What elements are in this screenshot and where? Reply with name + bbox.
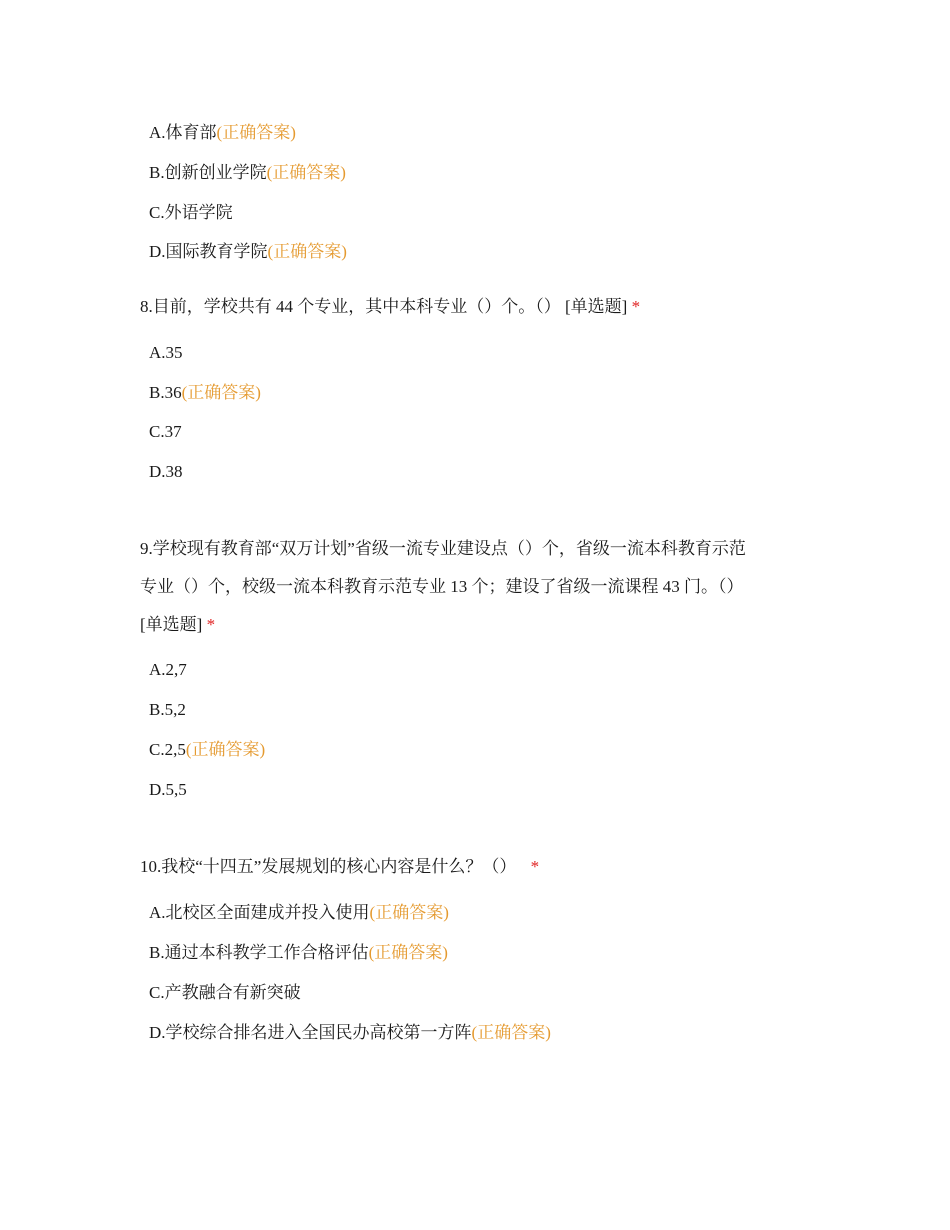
question-8-title (140, 296, 640, 318)
option-label: A.2,7 (149, 660, 187, 679)
option-label: B.5,2 (149, 700, 186, 719)
question-text: 9.学校现有教育部“双万计划”省级一流专业建设点（）个，省级一流本科教育示范 (140, 539, 746, 558)
option-label: C.2,5 (149, 740, 186, 759)
correct-answer-mark: (正确答案) (471, 1023, 551, 1042)
q10-option-c[interactable] (149, 982, 301, 1004)
q10-option-d[interactable] (149, 1022, 551, 1044)
question-text: 10.我校“十四五”发展规划的核心内容是什么？（） (140, 857, 517, 876)
option-label: A.体育部 (149, 123, 217, 142)
required-star: * (631, 297, 641, 316)
option-label: A.35 (149, 343, 183, 362)
option-label: C.37 (149, 422, 182, 441)
option-label: B.创新创业学院 (149, 163, 267, 182)
correct-answer-mark: (正确答案) (369, 903, 449, 922)
question-10-title (140, 856, 539, 878)
option-label: B.36 (149, 383, 182, 402)
q9-option-a[interactable] (149, 659, 187, 681)
question-text: 专业（）个，校级一流本科教育示范专业 13 个；建设了省级一流课程 43 门。（） (140, 577, 744, 596)
question-text: 8.目前，学校共有 44 个专业，其中本科专业（）个。（） [单选题] (140, 297, 628, 316)
q7-option-d[interactable] (149, 241, 347, 263)
correct-answer-mark: (正确答案) (267, 242, 347, 261)
question-text: [单选题] (140, 615, 203, 634)
correct-answer-mark: (正确答案) (266, 163, 346, 182)
correct-answer-mark: (正确答案) (185, 740, 266, 759)
correct-answer-mark: (正确答案) (216, 123, 296, 142)
q9-option-c[interactable] (149, 739, 265, 761)
q9-option-b[interactable] (149, 699, 186, 721)
correct-answer-mark: (正确答案) (181, 383, 261, 402)
option-label: D.国际教育学院 (149, 242, 268, 261)
option-label: C.外语学院 (149, 203, 233, 222)
q8-option-d[interactable] (149, 461, 183, 483)
correct-answer-mark: (正确答案) (368, 943, 448, 962)
required-star: * (206, 615, 216, 634)
q7-option-a[interactable] (149, 122, 296, 144)
q8-option-a[interactable] (149, 342, 183, 364)
question-9-title-line-2 (140, 576, 744, 598)
option-label: B.通过本科教学工作合格评估 (149, 943, 369, 962)
option-label: C.产教融合有新突破 (149, 983, 301, 1002)
q8-option-b[interactable] (149, 382, 261, 404)
option-label: D.5,5 (149, 780, 187, 799)
required-star: * (530, 857, 540, 876)
option-label: D.学校综合排名进入全国民办高校第一方阵 (149, 1023, 472, 1042)
q9-option-d[interactable] (149, 779, 187, 801)
q7-option-b[interactable] (149, 162, 346, 184)
question-9-title-line-3 (140, 614, 215, 636)
question-9-title-line-1 (140, 538, 746, 560)
option-label: A.北校区全面建成并投入使用 (149, 903, 370, 922)
option-label: D.38 (149, 462, 183, 481)
q10-option-b[interactable] (149, 942, 448, 964)
q8-option-c[interactable] (149, 421, 182, 443)
q7-option-c[interactable] (149, 202, 233, 224)
q10-option-a[interactable] (149, 902, 449, 924)
